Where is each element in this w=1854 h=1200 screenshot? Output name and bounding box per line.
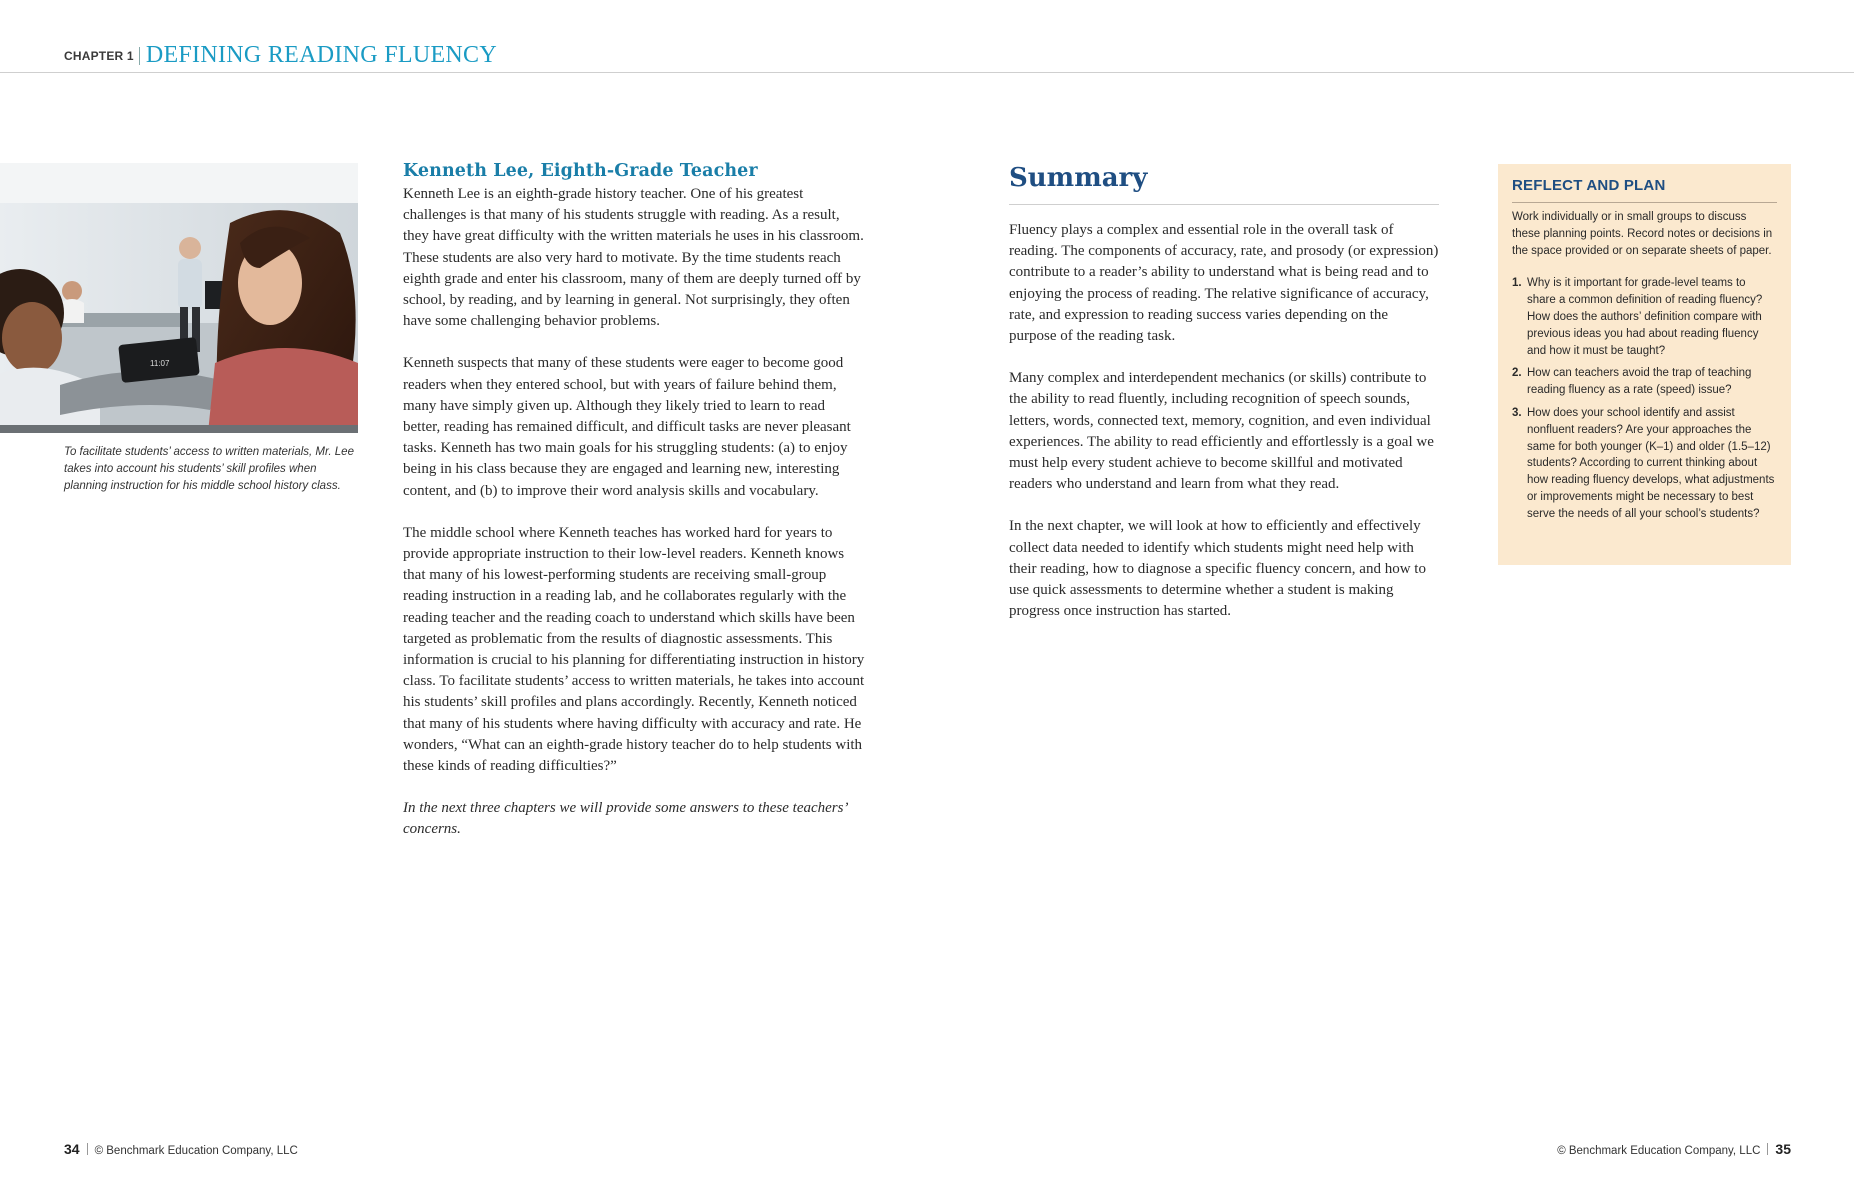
summary-paragraph: Many complex and interdependent mechanics (or skills) contribute to the ability to read fluently, including recognition of speech sounds, letters, words, connected text, memory, cognition, and even individual experiences. The ability to read efficiently and effortlessly is a goal we must help every student achieve to become skillful and motivated readers who understand and learn from what they read. [1009,370,1434,493]
story-paragraph: The middle school where Kenneth teaches has worked hard for years to provide appropriate instruction to their low-level readers. Kenneth knows that many of his lowest-performing students are receiving small-group reading instruction in a reading lab, and he collaborates regularly with the reading teacher and the reading coach to understand which skills have been targeted as problematic from the results of diagnostic assessments. This information is crucial to his planning for differentiating instruction in history class. To facilitate students’ access to written materials, he takes into account his students’ skill profiles and plans accordingly. Recently, Kenneth noticed that many of his students where having difficulty with accuracy and rate. He wonders, “What can an eighth-grade history teacher do to help students with these kinds of reading difficulties?” [403,524,865,775]
planning-point [1512,405,1777,523]
footer-divider [87,1143,88,1155]
story-paragraph: Kenneth suspects that many of these students were eager to become good readers when they entered school, but with years of failure behind them, many have simply given up. Although they likely tried to learn to read better, reading has remained difficult, and difficult tasks are never pleasant tasks. Kenneth has two main goals for his struggling students: (a) to enjoy being in his class because they are engaged and learning new, interesting content, and (b) to improve their word analysis skills and vocabulary. [403,355,851,499]
header-rule [0,72,1854,73]
point-text: Why is it important for grade-level teams to share a common definition of reading fluency? How does the authors’ definition compare with previous ideas you had about reading fluency and how it must be taught? [1527,277,1763,357]
tablet-clock: 11:07 [150,359,170,368]
footer-divider [1767,1143,1768,1155]
running-header [64,42,497,72]
teacher-story [403,158,865,862]
summary-heading: Summary [1009,163,1148,193]
point-number: 3. [1512,406,1522,419]
planning-points-list [1512,275,1777,522]
page-number-left: 34 [64,1141,80,1157]
story-heading: Kenneth Lee, Eighth-Grade Teacher [403,161,758,181]
copyright-left: © Benchmark Education Company, LLC [94,1145,298,1157]
footer-left [64,1141,298,1157]
planning-point [1512,275,1777,359]
point-number: 1. [1512,277,1522,290]
story-closing: In the next three chapters we will provide some answers to these teachers’ concerns. [403,800,847,838]
story-paragraph: Kenneth Lee is an eighth-grade history teacher. One of his greatest challenges is that many of his students struggle with reading. As a result, they have great difficulty with the written materials he uses in his classroom. These students are also very hard to motivate. By the time students reach eighth grade and enter his classroom, many of them are deeply turned off by school, by reading, and by learning in general. Not surprisingly, they often have some challenging behavior problems. [403,186,864,330]
copyright-right: © Benchmark Education Company, LLC [1557,1145,1761,1157]
chapter-label: CHAPTER 1 [64,49,134,63]
classroom-photo [0,163,358,433]
point-text: How can teachers avoid the trap of teaching reading fluency as a rate (speed) issue? [1527,367,1752,397]
summary-section [1009,160,1439,643]
reflect-intro: Work individually or in small groups to discuss these planning points. Record notes or decisions in the space provided or on separate sheets of paper. [1512,211,1773,257]
point-number: 2. [1512,367,1522,380]
summary-paragraph: Fluency plays a complex and essential role in the overall task of reading. The components of accuracy, rate, and prosody (or expression) contribute to a reader’s ability to understand what is being read and to enjoying the process of reading. The relative significance of accuracy, rate, and expression to reading success varies depending on the purpose of the reading task. [1009,222,1439,345]
reflect-heading: REFLECT AND PLAN [1512,177,1666,194]
summary-rule [1009,204,1439,205]
summary-paragraph: In the next chapter, we will look at how to efficiently and effectively collect data needed to identify which students might need help with their reading, how to diagnose a specific fluency concern, and how to use quick assessments to determine whether a student is making progress once instruction has started. [1009,518,1426,620]
point-text: How does your school identify and assist nonfluent readers? Are your approaches the same for both younger (K–1) and older (1.5–12) students? According to current thinking about how reading fluency develops, what adjustments or improvements might be necessary to best serve the needs of all your school’s students? [1527,406,1775,520]
chapter-title: DEFINING READING FLUENCY [145,42,497,68]
planning-point [1512,365,1777,399]
reflect-and-plan-box [1498,164,1791,565]
reflect-rule [1512,202,1777,203]
footer-right [1557,1141,1791,1157]
header-divider [139,47,140,65]
photo-caption: To facilitate students’ access to written materials, Mr. Lee takes into account his students’ skill profiles when planning instruction for his middle school history class. [64,446,354,492]
page-number-right: 35 [1775,1141,1791,1157]
